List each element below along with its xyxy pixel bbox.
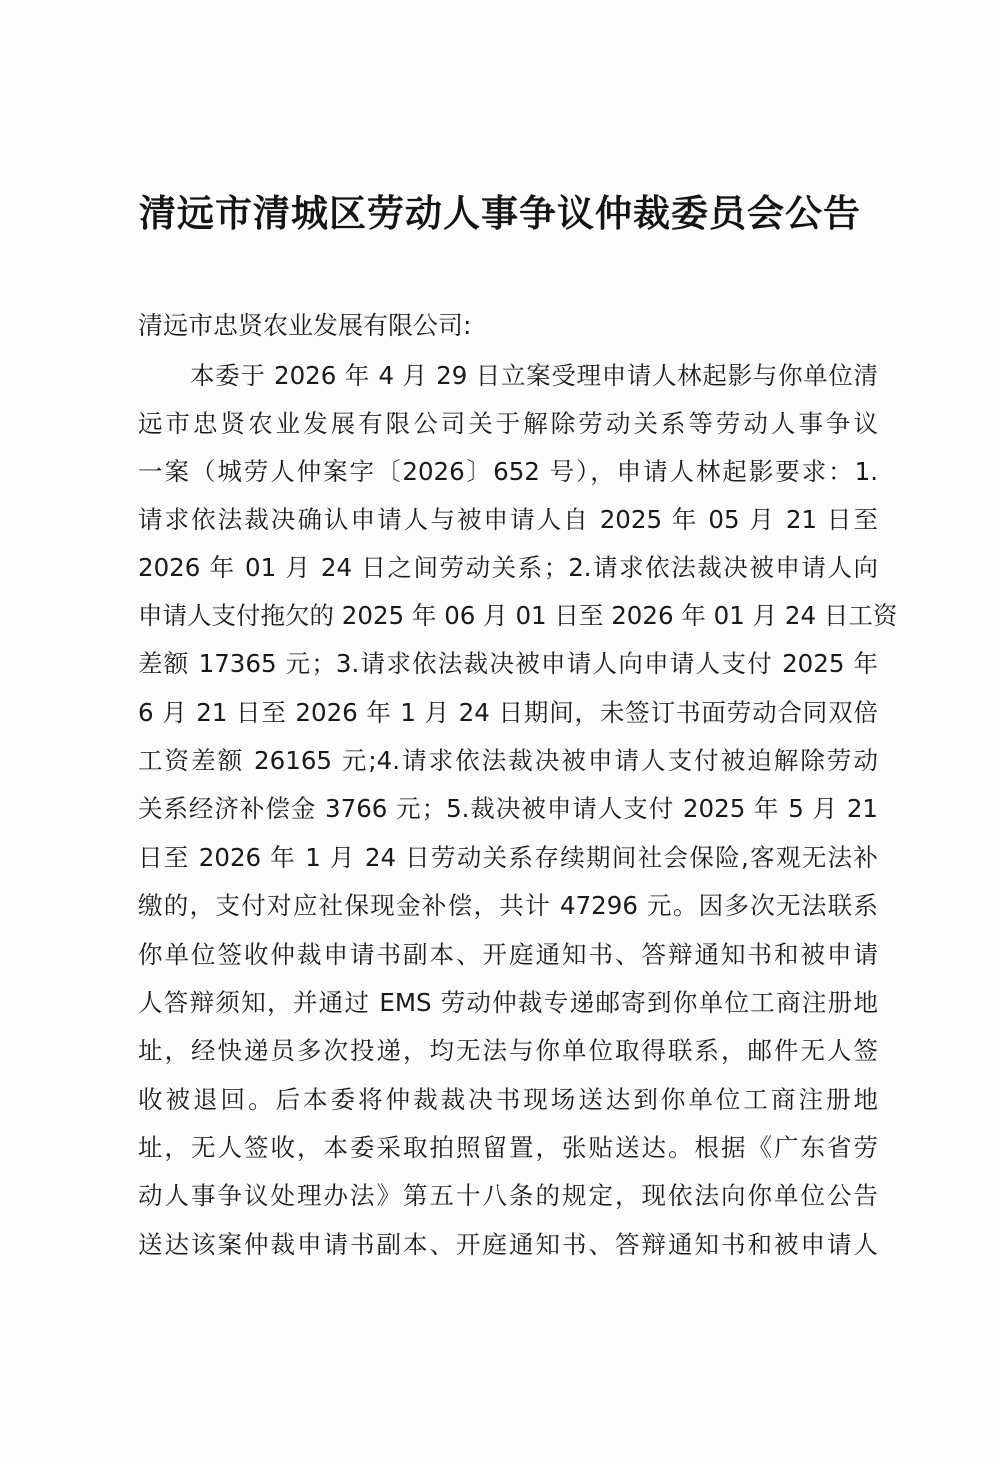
body-line: 人答辩须知，并通过 EMS 劳动仲裁专递邮寄到你单位工商注册地	[138, 988, 878, 1017]
body-line: 请求依法裁决确认申请人与被申请人自 2025 年 05 月 21 日至	[138, 505, 878, 534]
body-line: 远市忠贤农业发展有限公司关于解除劳动关系等劳动人事争议	[138, 409, 878, 438]
body-line: 址，经快递员多次投递，均无法与你单位取得联系，邮件无人签	[138, 1036, 878, 1065]
salutation: 清远市忠贤农业发展有限公司:	[138, 311, 472, 340]
body-line: 送达该案仲裁申请书副本、开庭通知书、答辩通知书和被申请人	[138, 1230, 878, 1259]
body-line: 你单位签收仲裁申请书副本、开庭通知书、答辩通知书和被申请	[138, 940, 878, 969]
body-line: 工资差额 26165 元;4.请求依法裁决被申请人支付被迫解除劳动	[138, 746, 878, 775]
body-line: 日至 2026 年 1 月 24 日劳动关系存续期间社会保险,客观无法补	[138, 843, 878, 872]
body-line: 关系经济补偿金 3766 元；5.裁决被申请人支付 2025 年 5 月 21	[138, 794, 878, 823]
body-line: 缴的，支付对应社保现金补偿，共计 47296 元。因多次无法联系	[138, 891, 878, 920]
document-title: 清远市清城区劳动人事争议仲裁委员会公告	[139, 191, 861, 235]
body-line: 动人事争议处理办法》第五十八条的规定，现依法向你单位公告	[138, 1181, 878, 1210]
body-line: 6 月 21 日至 2026 年 1 月 24 日期间，未签订书面劳动合同双倍	[138, 698, 878, 727]
body-line: 一案（城劳人仲案字〔2026〕652 号），申请人林起影要求：1.	[138, 457, 878, 486]
body-line: 本委于 2026 年 4 月 29 日立案受理申请人林起影与你单位清	[190, 361, 878, 390]
body-line: 2026 年 01 月 24 日之间劳动关系；2.请求依法裁决被申请人向	[138, 553, 878, 582]
body-line: 址，无人签收，本委采取拍照留置，张贴送达。根据《广东省劳	[138, 1133, 878, 1162]
body-line: 差额 17365 元；3.请求依法裁决被申请人向申请人支付 2025 年	[138, 649, 878, 678]
body-line: 申请人支付拖欠的 2025 年 06 月 01 日至 2026 年 01 月 24 日工资	[138, 601, 898, 630]
body-line: 收被退回。后本委将仲裁裁决书现场送达到你单位工商注册地	[138, 1085, 878, 1114]
